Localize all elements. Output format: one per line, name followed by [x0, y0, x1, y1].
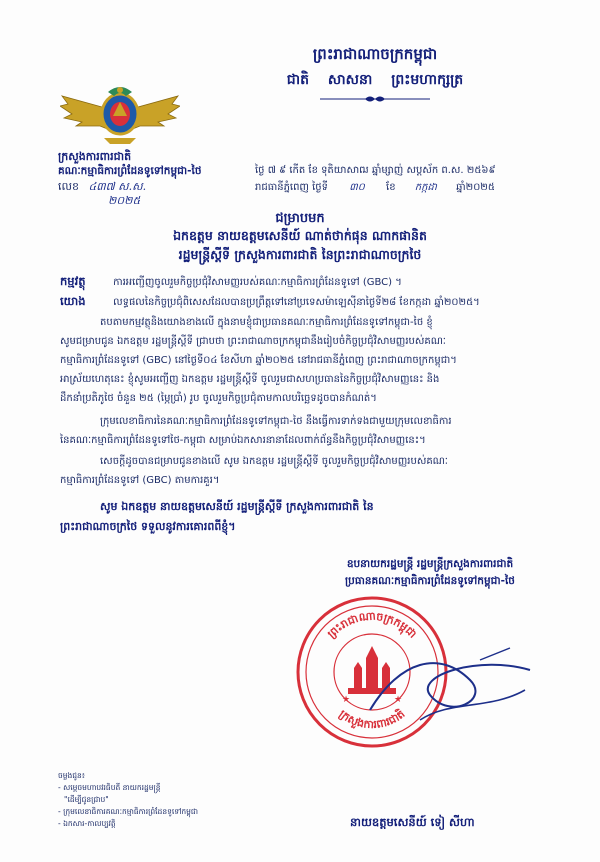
signatory-title-1: ឧបនាយករដ្ឋមន្ត្រី រដ្ឋមន្ត្រីក្រសួងការពារជាតិ [346, 558, 514, 570]
subject-row [60, 270, 555, 292]
cc-label: ចម្លងជូន៖ [58, 771, 86, 780]
body-line: កម្មាធិការព្រំដែនទូទៅ (GBC) តាមការគួរ។ [60, 475, 220, 486]
handwritten-signature [360, 640, 540, 740]
issuer-ministry: ក្រសួងការពារជាតិ [58, 150, 132, 163]
body-line: ដឹកនាំប្រតិភូថៃ ចំនួន ២៥ (ម្ភៃប្រាំ) រូប ចូលរួមកិច្ចប្រជុំតាមកាលបរិច្ឆេទដូចបានកំណត់។ [60, 393, 377, 404]
reference-text: លទ្ធផលនៃកិច្ចប្រជុំពិសេសដែលបានប្រព្រឹត្តទៅនៅប្រទេសម៉ាឡេស៊ីនាថ្ងៃទី២៨ ខែកក្កដា ឆ្នាំ២០២៥។ [113, 297, 480, 308]
cc-line: - ក្រុមលេខាធិការគណៈកម្មាធិការព្រំដែនទូទៅកម្ពុជា [58, 807, 199, 816]
solar-day: ៣០ [349, 182, 365, 193]
body-line: សេចក្តីដូចបានជម្រាបជូនខាងលើ សូម ឯកឧត្តម រដ្ឋមន្ត្រីស្តីទី ចូលរួមកិច្ចប្រជុំវិសាមញ្ញរបស់គណៈ [100, 456, 448, 467]
motto-religion: សាសនា [327, 72, 373, 88]
tack-ornament [320, 94, 430, 104]
svg-text:★: ★ [342, 695, 351, 705]
reference-row [60, 290, 555, 312]
closing-line-2: ព្រះរាជាណាចក្រថៃ ទទួលនូវការគោរពពីខ្ញុំ។ [60, 520, 236, 533]
motto-king: ព្រះមហាក្សត្រ [391, 72, 464, 88]
motto-nation: ជាតិ [286, 72, 310, 88]
solar-date [255, 180, 495, 195]
national-motto [205, 70, 545, 91]
reference-label: យោង [60, 294, 86, 308]
body-paragraph-2 [60, 412, 552, 450]
addressee-line-2: រដ្ឋមន្ត្រីស្តីទី ក្រសួងការពារជាតិ នៃព្រះរាជាណាចក្រថៃ [178, 247, 422, 262]
lunar-date: ថ្ងៃ ៧ ៩ កើត ខែ ទុតិយាសាឍ ឆ្នាំម្សាញ់ សប្តស័ក ព.ស. ២៥៦៩ [255, 165, 496, 176]
solar-month: កក្កដា [414, 182, 437, 193]
seal-text-top: ព្រះរាជាណាចក្រកម្ពុជា [324, 609, 420, 641]
ref-label: លេខ [58, 180, 79, 193]
solar-year: ឆ្នាំ២០២៥ [456, 182, 495, 193]
reference-number [58, 180, 147, 207]
body-paragraph-1 [60, 313, 552, 408]
body-line: ក្រុមលេខាធិការនៃគណៈកម្មាធិការព្រំដែនទូទៅកម្ពុជា-ថៃ នឹងធ្វើការទាក់ទងជាមួយក្រុមលេខាធិការ [100, 416, 452, 427]
addressee-line-1: ឯកឧត្តម នាយឧត្តមសេនីយ៍ ណាត់ថាក់ផុន ណាកផានិត [173, 228, 427, 243]
signatory-name: នាយឧត្តមសេនីយ៍ ទៀ សីហា [350, 815, 475, 829]
body-paragraph-3 [60, 452, 552, 490]
subject-label: កម្មវត្ថុ [60, 274, 86, 288]
body-line: អាស្រ័យហេតុនេះ ខ្ញុំសូមអញ្ជើញ ឯកឧត្តម រដ្ឋមន្ត្រីស្តីទី ចូលរួមជាសហប្រធាននៃកិច្ចប្រជុំវិសាមញ្ញនេះ និង [60, 374, 440, 385]
body-line: សូមជម្រាបជូន ឯកឧត្តម រដ្ឋមន្ត្រីស្តីទី ជ្រាបថា ព្រះរាជាណាចក្រកម្ពុជានឹងរៀបចំកិច្ចប្រជុំវិសាមញ្ញរបស់គណៈ [60, 336, 446, 347]
issuer-unit: គណៈកម្មាធិការព្រំដែនទូទៅកម្ពុជា-ថៃ [58, 165, 202, 177]
salutation-respect: ជម្រាបមក [275, 211, 325, 226]
closing-line-1: សូម ឯកឧត្តម នាយឧត្តមសេនីយ៍ រដ្ឋមន្ត្រីស្តីទី ក្រសួងការពារជាតិ នៃ [100, 500, 374, 513]
ministry-emblem-icon [60, 82, 180, 144]
svg-text:★: ★ [394, 695, 403, 705]
body-line: កម្មាធិការព្រំដែនទូទៅ (GBC) នៅថ្ងៃទី០៤ ខែសីហា ឆ្នាំ២០២៥ នៅរាជធានីភ្នំពេញ ព្រះរាជាណាចក្រកម្ពុជា។ [60, 355, 457, 366]
body-line: តបតាមកម្មវត្ថុនិងយោងខាងលើ ក្នុងនាមខ្ញុំជាប្រធានគណៈកម្មាធិការព្រំដែនទូទៅកម្ពុជា-ថៃ ខ្ញុំ [100, 317, 433, 328]
kingdom-title: ព្រះរាជាណាចក្រកម្ពុជា [312, 45, 438, 63]
ref-year: ២០២៥ [108, 194, 141, 207]
cc-line: - សម្តេចមហាបវរធិបតី នាយករដ្ឋមន្ត្រី [58, 783, 161, 792]
solar-month-label: ខែ [386, 182, 396, 193]
cc-line: "ដើម្បីជូនជ្រាប" [64, 795, 109, 804]
ref-number: ៤៣៧ ស.ស. [88, 180, 147, 193]
body-line: នៃគណៈកម្មាធិការព្រំដែនទូទៅថៃ-កម្ពុជា សម្រាប់ឯកសារនានាដែលពាក់ព័ន្ធនឹងកិច្ចប្រជុំវិសាមញ្ញនេះ។ [60, 435, 426, 446]
signatory-title-2: ប្រធានគណៈកម្មាធិការព្រំដែនទូទៅកម្ពុជា-ថៃ [345, 575, 515, 587]
solar-prefix: រាជធានីភ្នំពេញ ថ្ងៃទី [255, 182, 329, 193]
cc-line: - ឯកសារ-កាលប្បវត្តិ [58, 819, 116, 828]
subject-text: ការអញ្ជើញចូលរួមកិច្ចប្រជុំវិសាមញ្ញរបស់គណៈកម្មាធិការព្រំដែនទូទៅ (GBC) ។ [113, 277, 402, 288]
seal-text-bottom: ក្រសួងការពារជាតិ [336, 707, 408, 732]
